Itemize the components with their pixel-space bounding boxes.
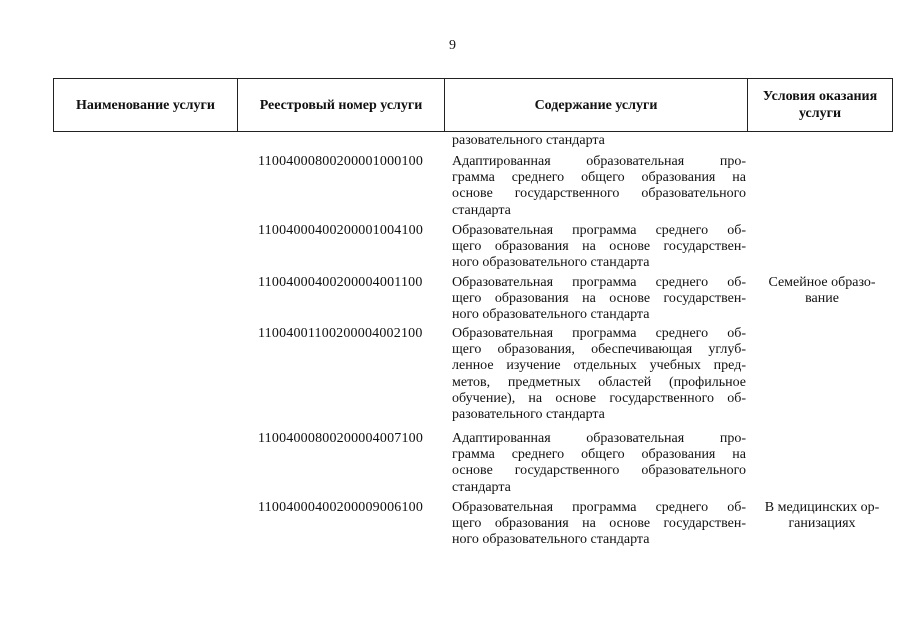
content-line: Образовательная программа среднего об- [452, 275, 746, 290]
registry-number: 11004000400200001004100 [258, 223, 424, 238]
registry-number: 11004000800200001000100 [258, 154, 424, 169]
content-line: щего образования на основе государствен- [452, 239, 746, 255]
registry-number: 11004000400200009006100 [258, 500, 424, 515]
content-line: разовательного стандарта [452, 407, 605, 423]
content-line: метов, предметных областей (профильное [452, 374, 746, 390]
header-conditions-line2: услуги [798, 106, 842, 121]
registry-number: 11004000800200004007100 [258, 431, 424, 446]
content-line: разовательного стандарта [452, 133, 605, 148]
content-line: грамма среднего общего образования на [452, 170, 746, 186]
condition-line: В медицинских ор- [764, 500, 880, 515]
content-line: ного образовательного стандарта [452, 532, 650, 548]
content-line: Образовательная программа среднего об- [452, 500, 746, 515]
service-content [452, 500, 746, 549]
content-line: Образовательная программа среднего об- [452, 326, 746, 341]
service-content [452, 275, 746, 324]
content-line: ного образовательного стандарта [452, 255, 650, 271]
service-condition [752, 500, 892, 532]
content-line: Образовательная программа среднего об- [452, 223, 746, 238]
content-line: Адаптированная образовательная про- [452, 431, 746, 446]
table-header [53, 78, 893, 132]
content-line: ного образовательного стандарта [452, 307, 650, 323]
registry-number: 11004000400200004001100 [258, 275, 423, 290]
condition-line: вание [805, 291, 839, 307]
service-content [452, 431, 746, 496]
header-service-name: Наименование услуги [54, 79, 238, 131]
content-line: Адаптированная образовательная про- [452, 154, 746, 169]
content-line: основе государственного образовательного [452, 463, 746, 479]
content-line: стандарта [452, 479, 511, 495]
header-registry-number: Реестровый номер услуги [238, 79, 445, 131]
content-line: щего образования, обеспечивающая углуб- [452, 342, 746, 358]
header-service-content: Содержание услуги [445, 79, 748, 131]
content-line: щего образования на основе государствен- [452, 291, 746, 307]
content-line: грамма среднего общего образования на [452, 447, 746, 463]
service-content [452, 223, 746, 272]
page-number: 9 [449, 38, 456, 53]
service-condition [752, 275, 892, 307]
service-content [452, 326, 746, 423]
continuation-text [452, 133, 746, 149]
header-conditions-line1: Условия оказания [762, 89, 878, 104]
condition-line: ганизациях [788, 516, 856, 532]
header-service-conditions [748, 79, 892, 131]
content-line: стандарта [452, 202, 511, 218]
condition-line: Семейное образо- [768, 275, 876, 290]
content-line: ленное изучение отдельных учебных пред- [452, 358, 746, 374]
content-line: щего образования на основе государствен- [452, 516, 746, 532]
content-line: обучение), на основе государственного об- [452, 390, 746, 406]
service-content [452, 154, 746, 219]
content-line: основе государственного образовательного [452, 186, 746, 202]
registry-number: 11004001100200004002100 [258, 326, 423, 341]
